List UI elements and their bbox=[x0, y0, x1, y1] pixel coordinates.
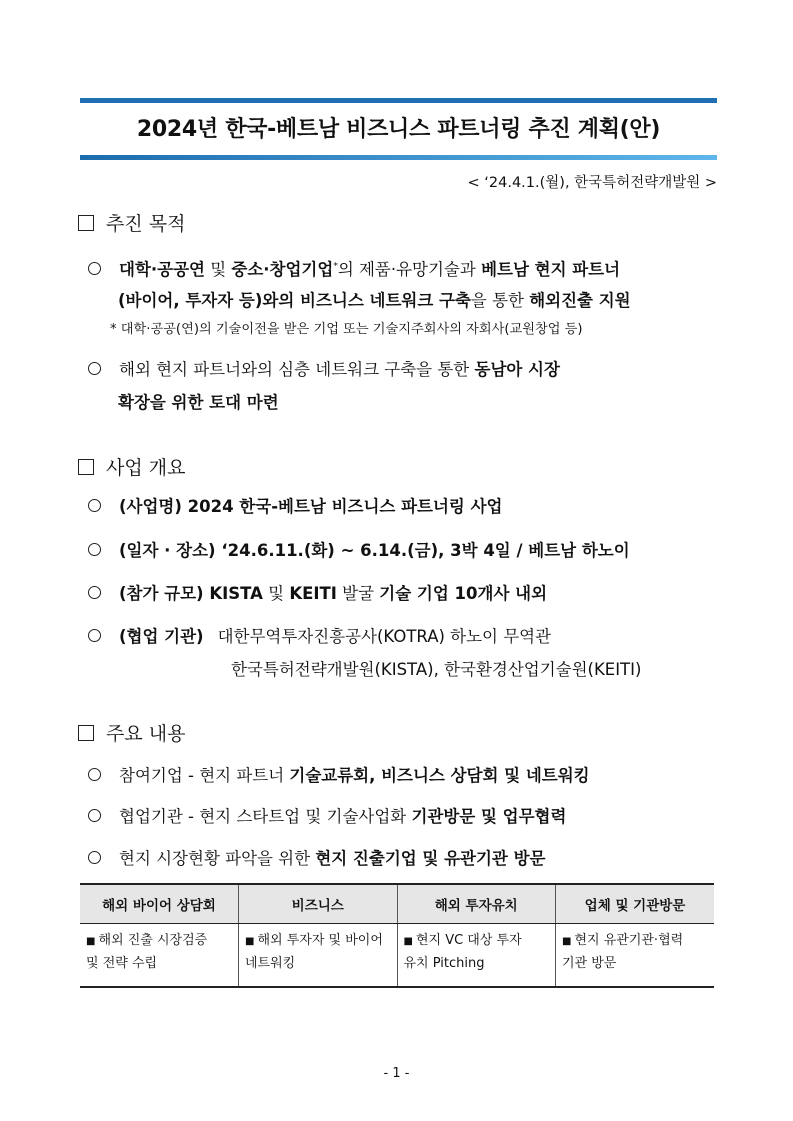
checkbox-square-icon bbox=[78, 215, 94, 231]
square-bullet-icon: ■ bbox=[86, 936, 96, 947]
purpose-footnote: * 대학·공공(연)의 기술이전을 받은 기업 또는 기술지주회사의 자회사(교원창업 등) bbox=[110, 322, 583, 337]
page-number: - 1 - bbox=[383, 1066, 410, 1081]
section-purpose-heading: 추진 목적 bbox=[78, 209, 185, 236]
purpose-bullet-2-line-2: 확장을 위한 토대 마련 bbox=[118, 393, 279, 412]
date-organization: < ‘24.4.1.(월), 한국특허전략개발원 > bbox=[467, 175, 717, 191]
purpose-bullet-1-line-2: (바이어, 투자자 등)와의 비즈니스 네트워크 구축을 통한 해외진출 지원 bbox=[118, 291, 631, 310]
content-bullet-3: 현지 시장현황 파악을 위한 현지 진출기업 및 유관기관 방문 bbox=[88, 845, 546, 869]
content-bullet-2: 협업기관 - 현지 스타트업 및 기술사업화 기관방문 및 업무협력 bbox=[88, 803, 566, 827]
table-header: 해외 바이어 상담회 bbox=[80, 884, 239, 924]
square-bullet-icon: ■ bbox=[245, 936, 255, 947]
circle-bullet-icon bbox=[88, 809, 101, 822]
circle-bullet-icon bbox=[88, 629, 101, 642]
checkbox-square-icon bbox=[78, 725, 94, 741]
circle-bullet-icon bbox=[88, 851, 101, 864]
table-cell: ■ 해외 투자자 및 바이어 네트워킹 bbox=[239, 924, 398, 988]
checkbox-square-icon bbox=[78, 459, 94, 475]
square-bullet-icon: ■ bbox=[562, 936, 572, 947]
overview-bullet-4-line-1: (협업 기관) 대한무역투자진흥공사(KOTRA) 하노이 무역관 bbox=[88, 623, 551, 647]
table-cell: ■ 해외 진출 시장검증 및 전략 수립 bbox=[80, 924, 239, 988]
overview-bullet-2: (일자 · 장소) ‘24.6.11.(화) ~ 6.14.(금), 3박 4일 / 베트남 하노이 bbox=[88, 537, 630, 561]
overview-bullet-4-line-2: 한국특허전략개발원(KISTA), 한국환경산업기술원(KEITI) bbox=[231, 660, 642, 679]
table-cell: ■ 현지 유관기관·협력 기관 방문 bbox=[556, 924, 715, 988]
circle-bullet-icon bbox=[88, 768, 101, 781]
title-top-rule bbox=[80, 98, 717, 103]
overview-bullet-1: (사업명) 2024 한국-베트남 비즈니스 파트너링 사업 bbox=[88, 493, 502, 517]
section-overview-heading: 사업 개요 bbox=[78, 453, 185, 480]
circle-bullet-icon bbox=[88, 362, 101, 375]
purpose-bullet-1-line-1: 대학·공공연 및 중소·창업기업*의 제품·유망기술과 베트남 현지 파트너 bbox=[88, 256, 620, 280]
title-bottom-rule bbox=[80, 155, 717, 160]
table-cell: ■ 현지 VC 대상 투자 유치 Pitching bbox=[397, 924, 556, 988]
section-content-heading: 주요 내용 bbox=[78, 719, 185, 746]
purpose-bullet-2-line-1: 해외 현지 파트너와의 심층 네트워크 구축을 통한 동남아 시장 bbox=[88, 356, 560, 380]
circle-bullet-icon bbox=[88, 262, 101, 275]
activities-table bbox=[80, 883, 714, 988]
circle-bullet-icon bbox=[88, 586, 101, 599]
content-bullet-1: 참여기업 - 현지 파트너 기술교류회, 비즈니스 상담회 및 네트워킹 bbox=[88, 762, 590, 786]
page-title: 2024년 한국-베트남 비즈니스 파트너링 추진 계획(안) bbox=[136, 117, 661, 142]
table-header: 해외 투자유치 bbox=[397, 884, 556, 924]
table-header: 비즈니스 bbox=[239, 884, 398, 924]
circle-bullet-icon bbox=[88, 499, 101, 512]
circle-bullet-icon bbox=[88, 543, 101, 556]
square-bullet-icon: ■ bbox=[403, 936, 413, 947]
overview-bullet-3: (참가 규모) KISTA 및 KEITI 발굴 기술 기업 10개사 내외 bbox=[88, 580, 547, 604]
table-header: 업체 및 기관방문 bbox=[556, 884, 715, 924]
table-row bbox=[80, 924, 714, 988]
table-header-row bbox=[80, 884, 714, 924]
